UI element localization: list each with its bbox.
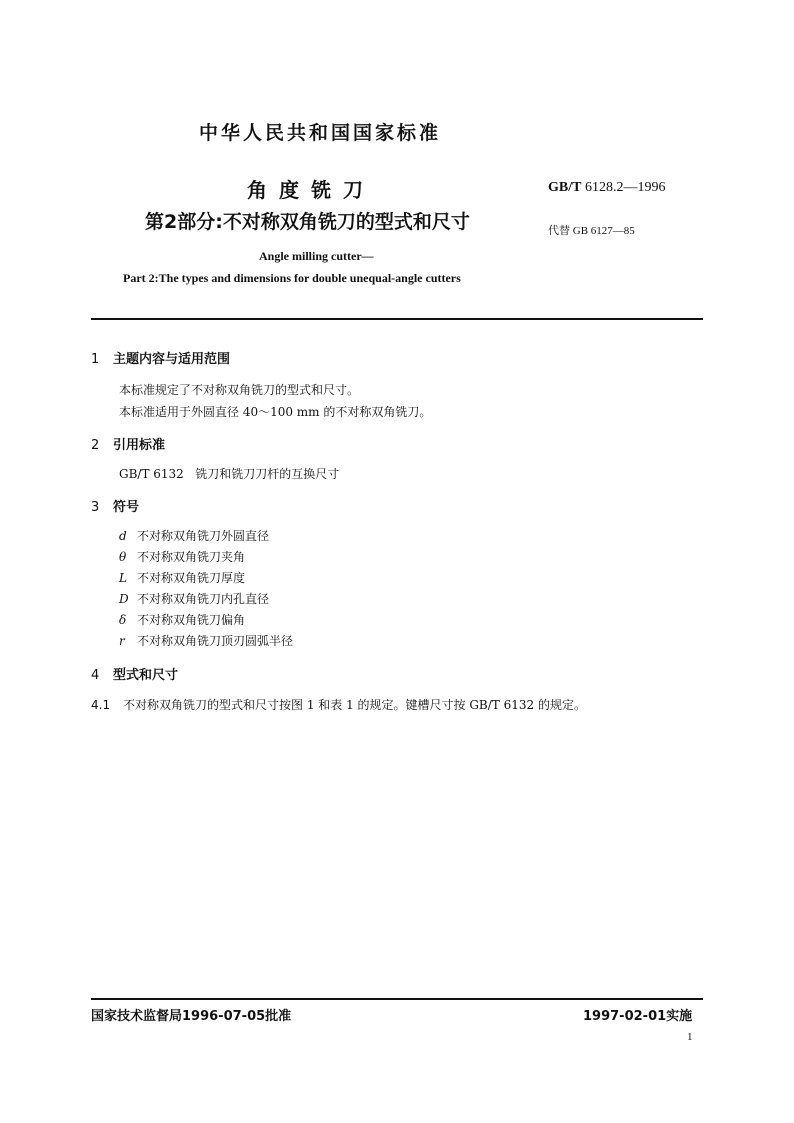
symbol: θ — [119, 550, 127, 564]
standard-code-prefix: GB/T — [548, 180, 582, 195]
top-divider — [91, 318, 703, 320]
paragraph: 本标准适用于外圆直径 40～100 mm 的不对称双角铣刀。 — [119, 405, 432, 419]
replaces-standard: 代替 GB 6127—85 — [548, 225, 635, 237]
section-3-heading — [91, 496, 139, 515]
symbol-item — [119, 590, 269, 607]
document-title: 角度铣刀 — [247, 178, 375, 202]
national-standard-heading: 中华人民共和国国家标准 — [199, 122, 442, 144]
clause-4-1 — [91, 696, 586, 713]
symbol-definition: 不对称双角铣刀偏角 — [137, 613, 246, 627]
english-title-line1: Angle milling cutter— — [259, 249, 374, 263]
symbol-item — [119, 548, 245, 565]
symbol-definition: 不对称双角铣刀内孔直径 — [137, 592, 270, 606]
symbol: D — [119, 592, 129, 606]
standard-code — [548, 180, 665, 196]
section-number: 1 — [91, 352, 100, 367]
section-1-heading — [91, 348, 230, 367]
document-subtitle: 第2部分:不对称双角铣刀的型式和尺寸 — [145, 211, 470, 233]
symbol: δ — [119, 613, 127, 627]
implementation-date: 1997-02-01实施 — [583, 1009, 693, 1024]
section-title: 主题内容与适用范围 — [113, 352, 231, 367]
section-4-heading — [91, 664, 178, 683]
symbol: L — [119, 571, 127, 585]
symbol-definition: 不对称双角铣刀外圆直径 — [137, 529, 270, 543]
section-title: 引用标准 — [113, 438, 166, 453]
reference-standard: GB/T 6132 铣刀和铣刀刀杆的互换尺寸 — [119, 467, 340, 481]
section-number: 4 — [91, 668, 100, 683]
symbol: d — [119, 529, 127, 543]
symbol-item — [119, 611, 245, 628]
bottom-divider — [91, 998, 703, 1000]
english-title-line2: Part 2:The types and dimensions for double unequal-angle cutters — [123, 271, 461, 285]
symbol-item — [119, 632, 293, 649]
approval-date: 国家技术监督局1996-07-05批准 — [91, 1009, 292, 1024]
symbol-item — [119, 569, 245, 586]
section-title: 型式和尺寸 — [113, 668, 179, 683]
section-2-heading — [91, 434, 165, 453]
section-number: 2 — [91, 438, 100, 453]
symbol-item — [119, 527, 269, 544]
standard-code-number: 6128.2—1996 — [584, 180, 666, 195]
symbol: r — [119, 634, 125, 648]
paragraph: 本标准规定了不对称双角铣刀的型式和尺寸。 — [119, 383, 360, 397]
page-number: 1 — [687, 1031, 693, 1043]
symbol-definition: 不对称双角铣刀厚度 — [137, 571, 246, 585]
section-title: 符号 — [113, 500, 140, 515]
symbol-definition: 不对称双角铣刀夹角 — [137, 550, 246, 564]
clause-text: 不对称双角铣刀的型式和尺寸按图 1 和表 1 的规定。键槽尺寸按 GB/T 6132 的规定。 — [123, 698, 586, 712]
symbol-definition: 不对称双角铣刀顶刃圆弧半径 — [137, 634, 294, 648]
clause-number: 4.1 — [91, 698, 111, 712]
section-number: 3 — [91, 500, 100, 515]
